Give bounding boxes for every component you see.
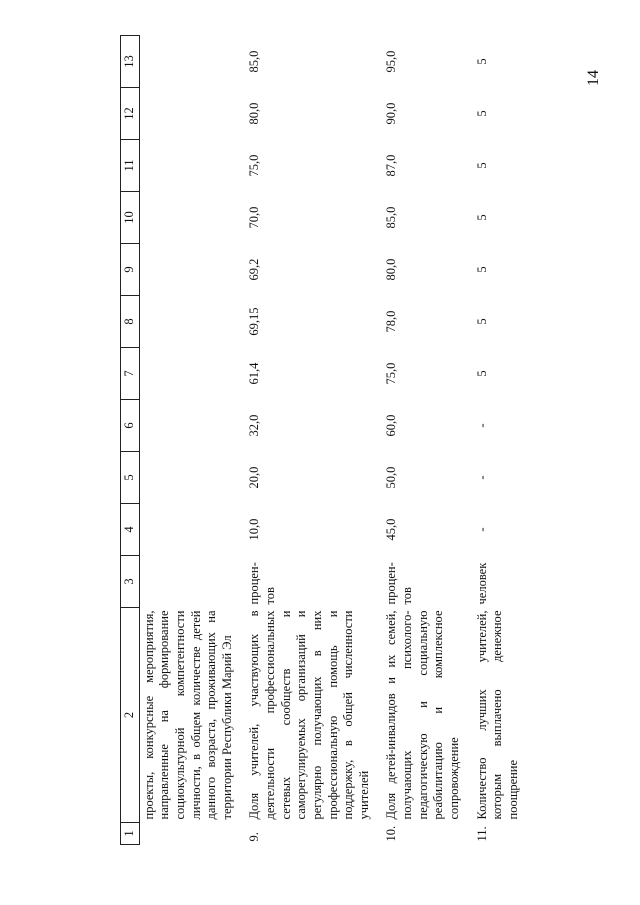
header-cell: 3: [121, 556, 140, 608]
value-cell: 32,0: [247, 414, 262, 437]
indicators-table: [120, 35, 523, 845]
header-cell: 1: [121, 823, 140, 845]
value-cell: 5: [474, 266, 489, 273]
row-number: 11.: [474, 826, 489, 842]
table-row: [139, 36, 237, 845]
value-cell: [139, 140, 237, 192]
value-cell: 75,0: [384, 362, 399, 385]
indicator-name: проекты, конкурсные мероприятия, направленные на формирование социокультурной компетентности личности, в общем количестве детей данного возраста, проживающих на территории Республики Марий Эл: [141, 610, 234, 820]
value-cell: 70,0: [247, 206, 262, 229]
header-cell: 9: [121, 244, 140, 296]
value-cell: 5: [474, 318, 489, 325]
value-cell: 87,0: [384, 154, 399, 177]
value-cell: 85,0: [247, 50, 262, 73]
value-cell: 80,0: [247, 102, 262, 125]
value-cell: [139, 400, 237, 452]
value-cell: [139, 348, 237, 400]
row-number: 9.: [247, 832, 262, 842]
table-row: [374, 36, 464, 845]
table-header-row: [121, 36, 140, 845]
value-cell: 5: [474, 214, 489, 221]
indicator-name: Доля учителей, участвующих в деятельности профессиональных сетевых сообществ и саморегулируемых организаций и регулярно получающих в них профессиональную помощь и поддержку, в общей численности учителей: [247, 610, 371, 820]
value-cell: [139, 452, 237, 504]
value-cell: 10,0: [247, 518, 262, 541]
value-cell: -: [474, 423, 489, 428]
header-cell: 5: [121, 452, 140, 504]
value-cell: 5: [474, 58, 489, 65]
value-cell: [139, 192, 237, 244]
value-cell: -: [474, 527, 489, 532]
value-cell: 20,0: [247, 466, 262, 489]
value-cell: 95,0: [384, 50, 399, 73]
value-cell: 90,0: [384, 102, 399, 125]
value-cell: [139, 504, 237, 556]
header-cell: 8: [121, 296, 140, 348]
header-cell: 2: [121, 608, 140, 823]
rotated-table-container: [120, 50, 540, 845]
unit-cell: [139, 556, 237, 608]
header-cell: 7: [121, 348, 140, 400]
unit-cell: процен-тов: [384, 562, 414, 605]
header-cell: 4: [121, 504, 140, 556]
table-row: [237, 36, 374, 845]
row-number: 10.: [384, 825, 399, 842]
indicator-name: Доля детей-инвалидов и их семей, получающих психолого-педагогическую и социальную реабилитацию и комплексное сопровождение: [384, 610, 461, 820]
value-cell: 50,0: [384, 466, 399, 489]
unit-cell: процен-тов: [247, 562, 277, 605]
value-cell: 60,0: [384, 414, 399, 437]
value-cell: 69,2: [247, 258, 262, 281]
header-cell: 11: [121, 140, 140, 192]
value-cell: 69,15: [247, 307, 262, 336]
value-cell: [139, 36, 237, 88]
value-cell: [139, 296, 237, 348]
value-cell: 5: [474, 162, 489, 169]
header-cell: 10: [121, 192, 140, 244]
value-cell: 85,0: [384, 206, 399, 229]
indicator-name: Количество лучших учителей, которым выплачено денежное поощрение: [474, 610, 520, 820]
value-cell: 78,0: [384, 310, 399, 333]
unit-cell: человек: [474, 562, 489, 605]
page-number: 14: [585, 70, 602, 86]
value-cell: 61,4: [247, 362, 262, 385]
row-number: [139, 823, 237, 845]
table-row: [465, 36, 524, 845]
header-cell: 13: [121, 36, 140, 88]
value-cell: 45,0: [384, 518, 399, 541]
value-cell: 5: [474, 370, 489, 377]
header-cell: 6: [121, 400, 140, 452]
value-cell: [139, 244, 237, 296]
value-cell: 75,0: [247, 154, 262, 177]
value-cell: 80,0: [384, 258, 399, 281]
value-cell: -: [474, 475, 489, 480]
value-cell: [139, 88, 237, 140]
value-cell: 5: [474, 110, 489, 117]
header-cell: 12: [121, 88, 140, 140]
